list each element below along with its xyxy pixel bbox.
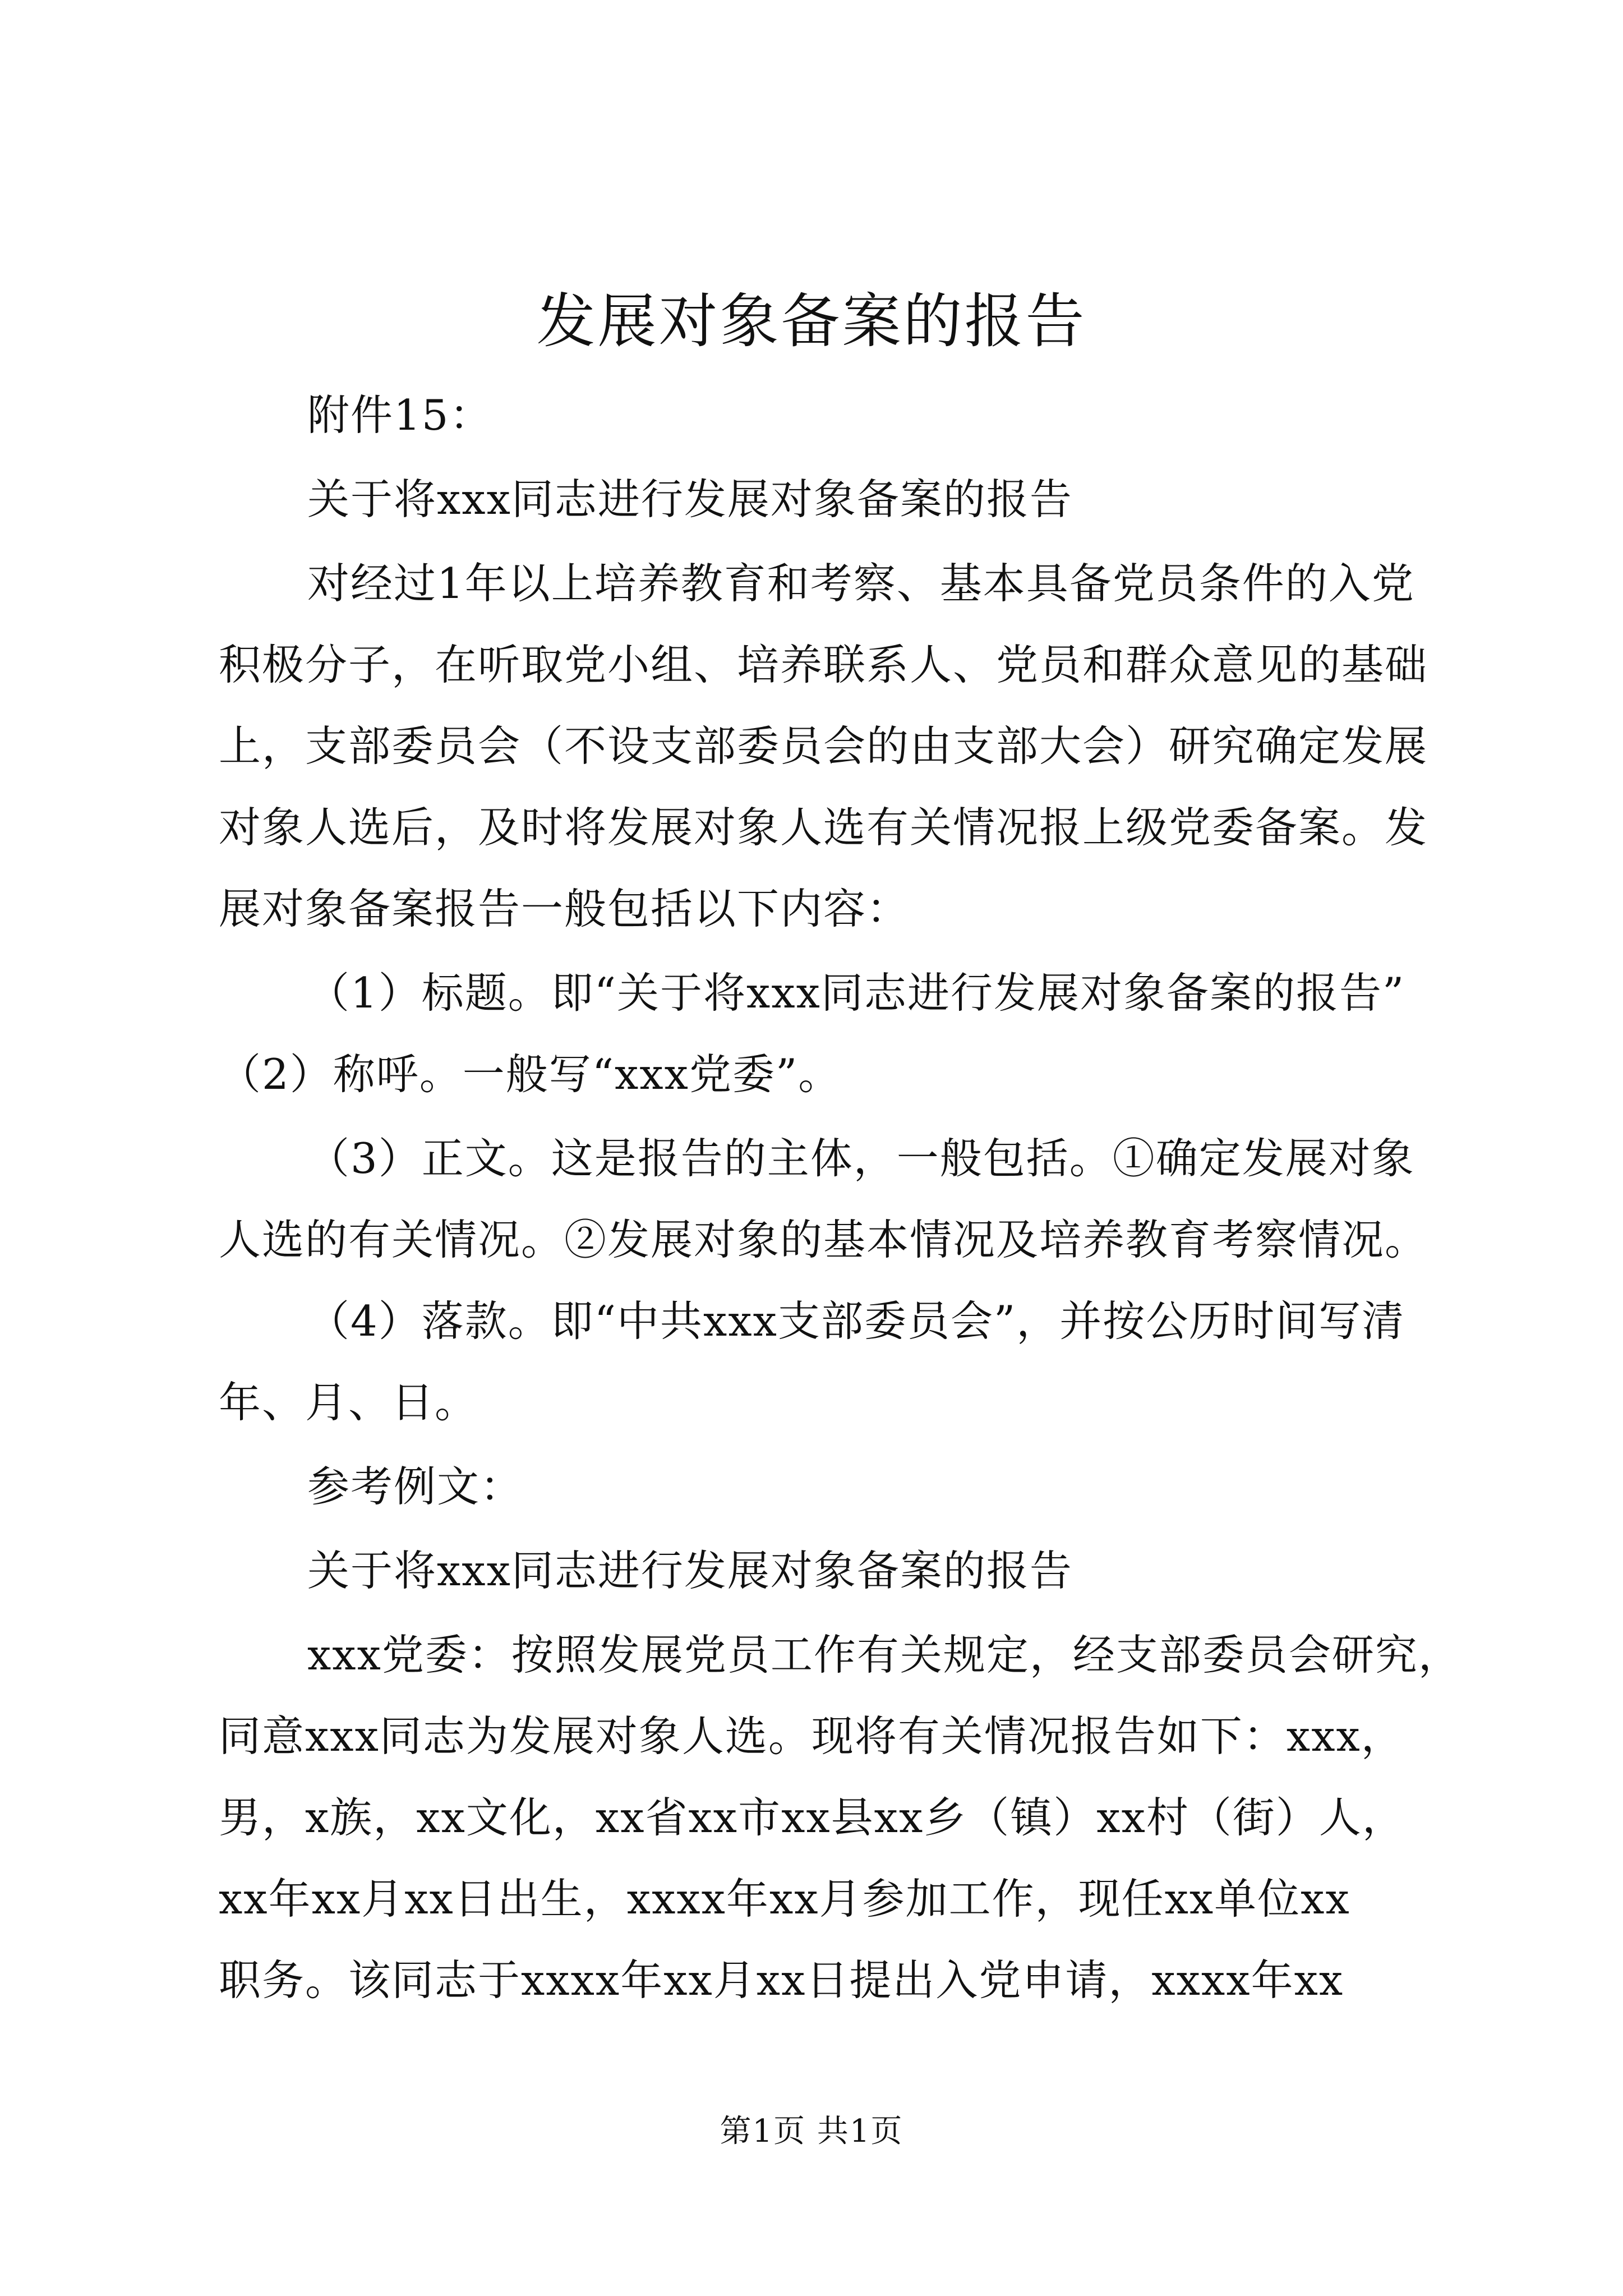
paragraph-line: 男，x族，xx文化，xx省xx市xx县xx乡（镇）xx村（街）人， [219,1793,1405,1842]
list-item: （4）落款。即“中共xxx支部委员会”，并按公历时间写清 [307,1296,1405,1346]
example-heading: 关于将xxx同志进行发展对象备案的报告 [307,1546,1073,1595]
list-item: （2）称呼。一般写“xxx党委”。 [219,1050,842,1099]
paragraph-line: 展对象备案报告一般包括以下内容： [219,884,910,933]
page-footer: 第1页 共1页 [720,2113,903,2150]
paragraph-line: 上，支部委员会（不设支部委员会的由支部大会）研究确定发展 [219,721,1428,771]
paragraph-line: 年、月、日。 [219,1378,478,1427]
attachment-label: 附件15： [307,390,493,440]
report-heading: 关于将xxx同志进行发展对象备案的报告 [307,475,1073,524]
paragraph-line: 职务。该同志于xxxx年xx月xx日提出入党申请，xxxx年xx [219,1955,1344,2005]
paragraph-line: 人选的有关情况。②发展对象的基本情况及培养教育考察情况。 [219,1215,1428,1264]
list-item: （3）正文。这是报告的主体，一般包括。①确定发展对象 [307,1134,1415,1183]
paragraph-line: 对象人选后，及时将发展对象人选有关情况报上级党委备案。发 [219,803,1428,852]
paragraph-line: 对经过1年以上培养教育和考察、基本具备党员条件的入党 [307,559,1415,608]
paragraph-line: xx年xx月xx日出生，xxxx年xx月参加工作，现任xx单位xx [219,1874,1350,1924]
document-title: 发展对象备案的报告 [536,287,1087,356]
list-item: （1）标题。即“关于将xxx同志进行发展对象备案的报告” [307,968,1405,1018]
example-label: 参考例文： [307,1462,524,1511]
paragraph-line: 积极分子，在听取党小组、培养联系人、党员和群众意见的基础 [219,640,1428,689]
paragraph-line: xxx党委：按照发展党员工作有关规定，经支部委员会研究， [307,1630,1461,1680]
paragraph-line: 同意xxx同志为发展对象人选。现将有关情况报告如下：xxx， [219,1711,1404,1761]
